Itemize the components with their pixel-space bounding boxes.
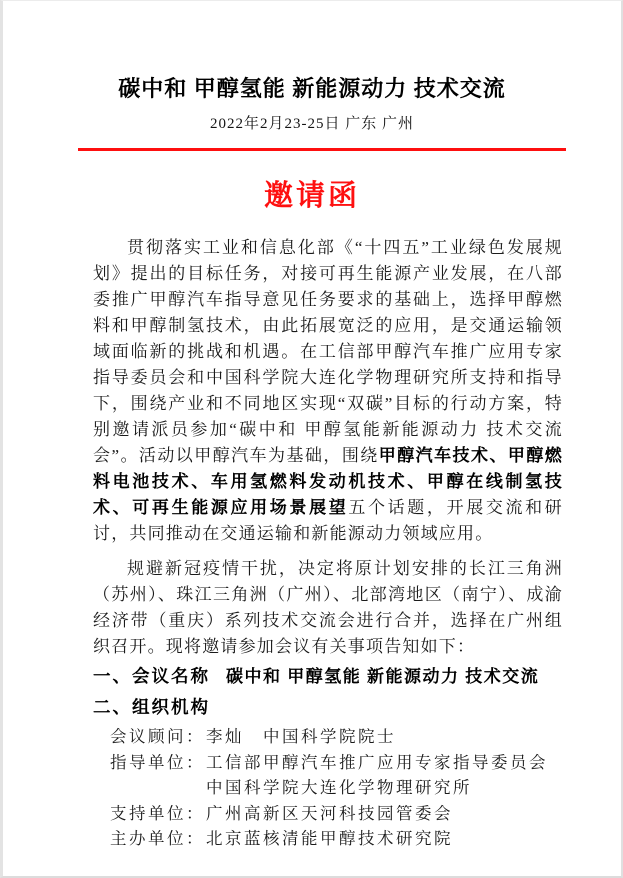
- document-header: [3, 1, 621, 216]
- org-row-guidance-unit: [110, 750, 563, 801]
- paragraph-1-tail: 五个话题，开展交流和研讨，共同推动在交通运输和新能源动力领域应用。: [93, 498, 563, 543]
- document-date-location: 2022年2月23-25日 广东 广州: [210, 116, 414, 132]
- section-heading-conference-name: [93, 663, 563, 691]
- org-row-support-unit-label: 支持单位：: [110, 803, 205, 823]
- section-1-value: 碳中和 甲醇氢能 新能源动力 技术交流: [226, 667, 540, 686]
- section-2-label: 二、组织机构: [93, 697, 210, 717]
- org-row-guidance-unit-values: [206, 750, 563, 801]
- document-body: [93, 235, 563, 852]
- paragraph-2: 规避新冠疫情干扰，决定将原计划安排的长江三角洲（苏州）、珠江三角洲（广州）、北部湾地区（南宁）、成渝经济带（重庆）系列技术交流会进行合并，选择在广州组织召开。现将邀请参加会议有关事项告知如下：: [93, 559, 563, 656]
- org-row-advisor-label: 会议顾问：: [110, 727, 205, 746]
- org-row-advisor-value: 李灿 中国科学院院士: [206, 727, 396, 746]
- paragraph-1-bold-topics: 甲醇汽车技术、甲醇燃料电池技术、车用氢燃料发动机技术、甲醇在线制氢技术、可再生能源应用场景展望: [93, 446, 563, 517]
- paragraph-1: [93, 235, 563, 547]
- org-row-support-unit: [110, 801, 563, 827]
- organization-list: [110, 724, 563, 852]
- org-row-support-unit-value: 广州高新区天河科技园管委会: [206, 803, 453, 823]
- paragraph-1-text: 贯彻落实工业和信息化部《“十四五”工业绿色发展规划》提出的目标任务，对接可再生能源产业发展，在八部委推广甲醇汽车指导意见任务要求的基础上，选择甲醇燃料和甲醇制氢技术，由此拓展宽泛的应用，是交通运输领域面临新的挑战和机遇。在工信部甲醇汽车推广应用专家指导委员会和中国科学院大连化学物理研究所支持和指导下，围绕产业和不同地区实现“双碳”目标的行动方案，特别邀请派员参加“碳中和 甲醇氢能新能源动力 技术交流会”。活动以甲醇汽车为基础，围绕: [93, 238, 563, 465]
- red-divider-rule: [78, 148, 566, 151]
- org-row-host-unit: [110, 826, 563, 852]
- org-row-advisor: [110, 724, 563, 750]
- org-row-host-unit-label: 主办单位：: [110, 829, 205, 848]
- section-1-label: 一、会议名称: [93, 666, 210, 686]
- document-title: 碳中和 甲醇氢能 新能源动力 技术交流: [118, 76, 506, 101]
- org-row-guidance-unit-value-2: 中国科学院大连化学物理研究所: [206, 778, 472, 797]
- section-heading-organization: [93, 694, 563, 722]
- org-row-host-unit-value: 北京蓝核清能甲醇技术研究院: [206, 829, 453, 848]
- org-row-guidance-unit-label: 指导单位：: [110, 752, 205, 772]
- org-row-guidance-unit-value-1: 工信部甲醇汽车推广应用专家指导委员会: [206, 752, 548, 772]
- letter-heading: 邀请函: [263, 180, 360, 212]
